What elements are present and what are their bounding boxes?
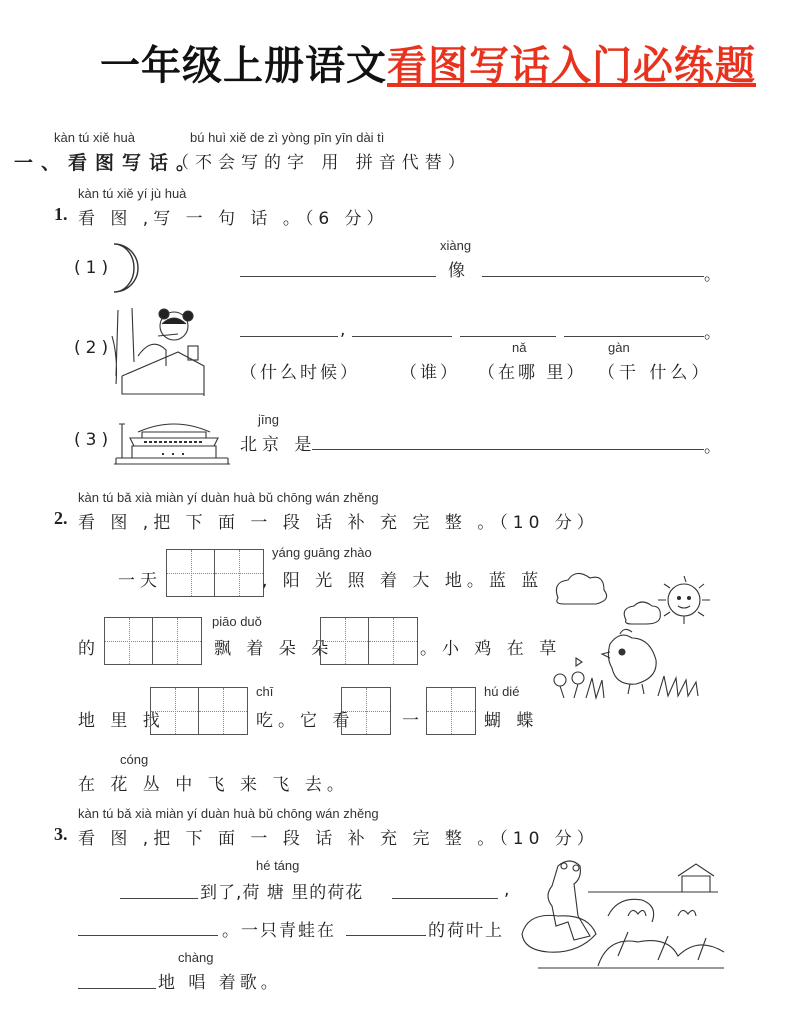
section1-heading: 一、看图写话。 bbox=[14, 152, 204, 174]
q1-item2-hint-who: （谁） bbox=[400, 363, 460, 383]
q1-item1-label: (1) bbox=[74, 258, 114, 278]
q1-item2-hint-when: （什么时候） bbox=[240, 363, 360, 383]
q2-line3-pinyin-hudie: hú dié bbox=[484, 684, 520, 699]
q2-grid-3[interactable] bbox=[320, 617, 418, 665]
q2-line2-end: 。小 鸡 在 草 bbox=[420, 639, 562, 659]
tiananmen-icon bbox=[112, 414, 232, 466]
q1-item3-pinyin: jīng bbox=[258, 412, 279, 427]
q2-line2-mid: 飘 着 朵 朵 bbox=[214, 639, 334, 659]
q2-line3-mid: 吃。它 看 bbox=[256, 711, 355, 731]
q1-item2-blank-what[interactable] bbox=[564, 336, 704, 337]
q2-line3-start: 地 里 找 bbox=[78, 711, 165, 731]
q3-line1-blank-b[interactable] bbox=[392, 898, 498, 899]
q3-line1-pinyin: hé táng bbox=[256, 858, 300, 873]
q2-grid-4[interactable] bbox=[150, 687, 248, 735]
q2-line3-end: 蝴 蝶 bbox=[484, 711, 539, 731]
q3-text: 看 图 ,把 下 面 一 段 话 补 充 完 整 。（10 分） bbox=[78, 829, 599, 849]
q2-line1-pinyin: yáng guāng zhào bbox=[272, 545, 372, 560]
q2-line4-text: 在 花 丛 中 飞 来 飞 去。 bbox=[78, 775, 349, 795]
q2-line2-start: 的 bbox=[78, 639, 100, 659]
q3-pinyin: kàn tú bǎ xià miàn yí duàn huà bǔ chōng wán zhěng bbox=[78, 806, 379, 821]
q3-line2-mid: 。一只青蛙在 bbox=[222, 921, 336, 941]
q1-pinyin: kàn tú xiě yí jù huà bbox=[78, 186, 187, 201]
q1-item2-label: (2) bbox=[74, 338, 114, 358]
q2-grid-1[interactable] bbox=[166, 549, 264, 597]
q1-text: 看 图 ,写 一 句 话 。（6 分） bbox=[78, 209, 389, 229]
q3-line2-blank-b[interactable] bbox=[346, 935, 426, 936]
section1-pinyin-b: bú huì xiě de zì yòng pīn yīn dài tì bbox=[190, 130, 385, 145]
q3-line3-end: 地 唱 着歌。 bbox=[158, 973, 282, 993]
q2-grid-5[interactable] bbox=[341, 687, 391, 735]
q1-item2-hint-pinyin-gan: gàn bbox=[608, 340, 630, 355]
q1-number: 1. bbox=[54, 204, 68, 224]
q3-line1-mid: 到了,荷 塘 里的荷花 bbox=[200, 883, 364, 903]
q1-item2-end: 。 bbox=[704, 323, 726, 343]
q2-line3-dash: 一 bbox=[402, 711, 424, 731]
q1-item2-hint-pinyin-na: nǎ bbox=[512, 340, 527, 355]
q1-item1-blank-b[interactable] bbox=[482, 276, 704, 277]
q2-pinyin: kàn tú bǎ xià miàn yí duàn huà bǔ chōng wán zhěng bbox=[78, 490, 379, 505]
q1-item2-hint-what: （干 什么） bbox=[598, 363, 713, 383]
q1-item1-end: 。 bbox=[704, 265, 726, 285]
q2-grid-6[interactable] bbox=[426, 687, 476, 735]
section1-pinyin-a: kàn tú xiě huà bbox=[54, 130, 135, 145]
chick-sun-clouds-illustration bbox=[546, 568, 716, 704]
q2-line1-start: 一天 bbox=[118, 571, 162, 591]
q1-item1-blank-a[interactable] bbox=[240, 276, 436, 277]
q3-line3-pinyin: chàng bbox=[178, 950, 214, 965]
q2-text: 看 图 ,把 下 面 一 段 话 补 充 完 整 。（10 分） bbox=[78, 513, 599, 533]
crescent-moon-icon bbox=[108, 242, 148, 294]
title-red: 看图写话入门必练题 bbox=[387, 43, 756, 89]
q2-line3-pinyin-chi: chī bbox=[256, 684, 274, 699]
q2-grid-2[interactable] bbox=[104, 617, 202, 665]
q1-item1-mid: 像 bbox=[448, 261, 470, 281]
q1-item3-end: 。 bbox=[704, 437, 726, 457]
q2-line1-rest: , 阳 光 照 着 大 地。蓝 蓝 bbox=[262, 571, 544, 591]
girl-brushing-teeth-icon bbox=[108, 306, 208, 398]
q3-number: 3. bbox=[54, 824, 68, 844]
q1-item3-prefix: 北京 是 bbox=[240, 435, 317, 455]
q3-line1-blank-a[interactable] bbox=[120, 898, 198, 899]
q3-line3-blank[interactable] bbox=[78, 988, 156, 989]
q3-line2-end: 的荷叶上 bbox=[428, 921, 504, 941]
q3-line2-blank-a[interactable] bbox=[78, 935, 218, 936]
q2-line4-pinyin: cóng bbox=[120, 752, 149, 767]
q1-item3-blank[interactable] bbox=[312, 449, 704, 450]
q1-item2-blank-when[interactable] bbox=[240, 336, 338, 337]
section1-note: （不会写的字 用 拼音代替） bbox=[172, 153, 471, 173]
q1-item3-label: (3) bbox=[74, 430, 114, 450]
q2-number: 2. bbox=[54, 508, 68, 528]
q1-item1-pinyin: xiàng bbox=[440, 238, 472, 253]
page-title bbox=[100, 38, 756, 94]
q1-item2-blank-who[interactable] bbox=[352, 336, 452, 337]
q2-line2-pinyin: piāo duǒ bbox=[212, 614, 262, 629]
q1-item2-comma: , bbox=[340, 320, 351, 340]
frog-lotus-pond-illustration bbox=[518, 856, 730, 970]
title-black: 一年级上册语文 bbox=[100, 43, 387, 89]
q1-item2-hint-where: （在哪 里） bbox=[478, 363, 587, 383]
q1-item2-blank-where[interactable] bbox=[460, 336, 556, 337]
q3-line1-end: , bbox=[504, 880, 515, 900]
